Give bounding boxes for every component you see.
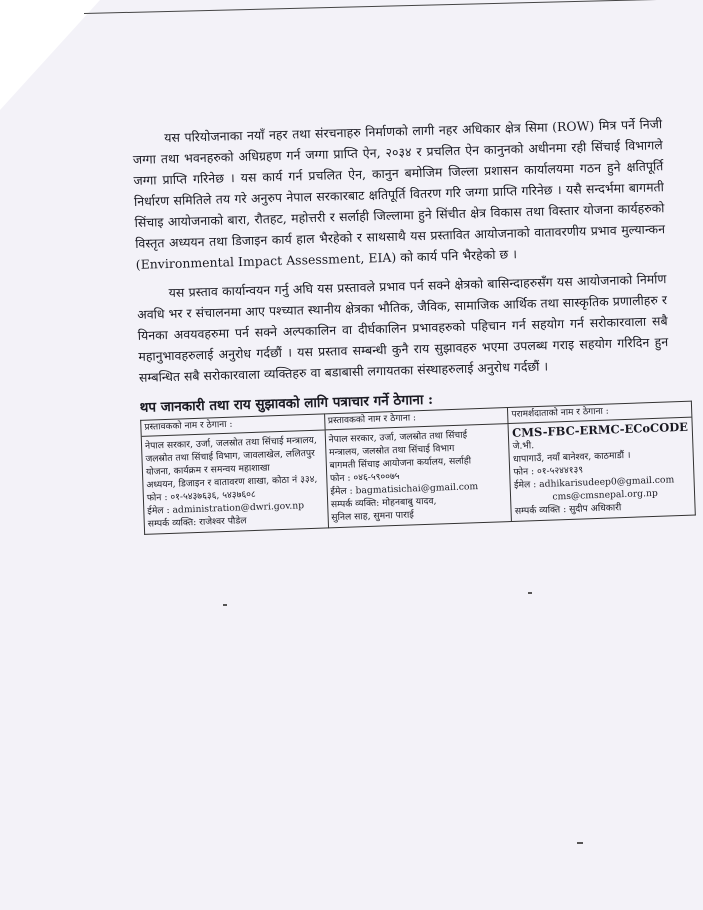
contacts-table — [140, 401, 696, 535]
scan-speck — [577, 842, 583, 844]
contact-line: सम्पर्क व्यक्ति : सुदीप अधिकारी — [514, 502, 622, 517]
project-office-details — [325, 424, 511, 527]
request-paragraph: यस प्रस्ताव कार्यान्वयन गर्नु अघि यस प्रस्तावले प्रभाव पर्न सक्ने क्षेत्रको बासिन्दाहरुसँग यस आयोजनाको निर्माण अवधि भर र संचालनमा आए पश्च्यात स्थानीय क्षेत्रका भौतिक, जैविक, सामाजिक आर्थिक तथा सास्कृतिक प्रणालीहरु र यिनका अवयवहरुमा पर्न सक्ने अल्पकालिन वा दीर्घकालिन प्रभावहरुको पहिचान गर्न सहयोग गर्न सरोकारवाला सबै महानुभावहरुलाई अनुरोध गर्दछौं । यस प्रस्ताव सम्बन्धी कुनै राय सुझावहरु भएमा उपलब्ध गराइ सहयोग गरिदिन हुन सम्बन्धित सबै सरोकारवाला व्यक्तिहरु वा बडाबासी लगायतका संस्थाहरुलाई अनुरोध गर्दछौं । — [136, 271, 669, 385]
project-office-cell — [324, 408, 512, 528]
contact-line: फोन : ०१-५२४४१३९ — [513, 464, 584, 478]
contact-line: ईमेल : administration@dwri.gov.np — [147, 500, 305, 517]
page-fold-edge — [84, 0, 664, 14]
contact-line: नेपाल सरकार, उर्जा, जलस्रोत तथा सिंचाई — [328, 429, 468, 446]
scan-speck — [528, 592, 532, 594]
contact-line: फोन : ०४६-५९००७५ — [329, 470, 400, 485]
contact-line: योजना, कार्यक्रम र समन्वय महाशाखा — [145, 462, 270, 478]
contact-line: सुनिल साह, सुमना पाराई — [331, 509, 414, 524]
contact-line: जलस्रोत तथा सिंचाई विभाग, जावलाखेल, ललितपुर — [145, 447, 316, 465]
consultant-cell — [508, 401, 696, 521]
contact-line: बागमती सिंचाइ आयोजना कर्यालय, सर्लाही — [329, 455, 472, 472]
proposer-details — [142, 430, 328, 533]
contact-line: अध्ययन, डिजाइन र वातावरण शाखा, कोठा नं ३३४, — [146, 473, 318, 491]
contact-line: फोन : ०१-५४३७६३६, ५४३७६०८ — [146, 488, 256, 504]
contact-line: धापागाउँ, नयाँ बानेश्वर, काठमाडौं । — [512, 449, 631, 465]
contact-line: जे.भी. — [512, 440, 535, 452]
contact-line: ईमेल : adhikarisudeep0@gmail.com — [513, 474, 675, 491]
contact-line: सम्पर्क व्यक्ति: राजेश्वर पौडेल — [147, 515, 247, 530]
consultant-name: CMS-FBC-ERMC-ECoCODE — [511, 419, 689, 440]
contact-line: सम्पर्क व्यक्ति: मोहनबाबु यादव, — [330, 495, 437, 511]
consultant-header: परामर्शदाताको नाम र ठेगाना : — [508, 402, 691, 424]
contact-line: नेपाल सरकार, उर्जा, जलस्रोत तथा सिंचाई मन्त्रालय, — [144, 434, 318, 452]
contact-line: cms@cmsnepal.org.np — [552, 487, 658, 503]
notice-content — [132, 113, 689, 535]
contact-line: ईमेल : bagmatisichai@gmail.com — [330, 481, 479, 498]
project-office-header: प्रस्तावकको नाम र ठेगाना : — [325, 408, 508, 430]
proposer-header: प्रस्तावकको नाम र ठेगाना : — [141, 414, 324, 436]
consultant-details — [509, 418, 695, 521]
contact-line: मन्त्रालय, जलस्रोत तथा सिंचाई विभाग — [328, 442, 455, 459]
intro-paragraph: यस परियोजनाका नयाँ नहर तथा संरचनाहरु निर्माणको लागी नहर अधिकार क्षेत्र सिमा (ROW) मित्र पर्ने निजी जग्गा तथा भवनहरुको अधिग्रहण गर्न जग्गा प्राप्ति ऐन, २०३४ र प्रचलित ऐन कानुनको अधीनमा रही सिंचाई विभागले जग्गा प्राप्ति गरिनेछ । यस कार्य गर्न प्रचलित ऐन, कानुन बमोजिम जिल्ला प्रशासन कार्यालयमा गठन हुने क्षतिपूर्ति निर्धारण समितिले तय गरे अनुरुप नेपाल सरकारबाट क्षतिपूर्ति वितरण गरि जग्गा प्राप्ति गरिनेछ । यसै सन्दर्भमा बागमती सिंचाइ आयोजनाको बारा, रौतहट, महोत्तरी र सर्लाही जिल्लामा हुने सिंचीत क्षेत्र विकास तथा विस्तार योजना कार्यहरुको विस्तृत अध्ययन तथा डिजाइन कार्य हाल भैरहेको र साथसाथै यस प्रस्तावित आयोजनाको वातावरणीय प्रभाव मुल्यान्कन (Environmental Impact Assessment, EIA) को कार्य पनि भैरहेको छ । — [132, 116, 666, 272]
scan-speck — [223, 604, 227, 606]
proposer-cell — [141, 414, 329, 534]
contact-heading: थप जानकारी तथा राय सुझावको लागि पत्राचार गर्ने ठेगाना : — [139, 391, 434, 416]
